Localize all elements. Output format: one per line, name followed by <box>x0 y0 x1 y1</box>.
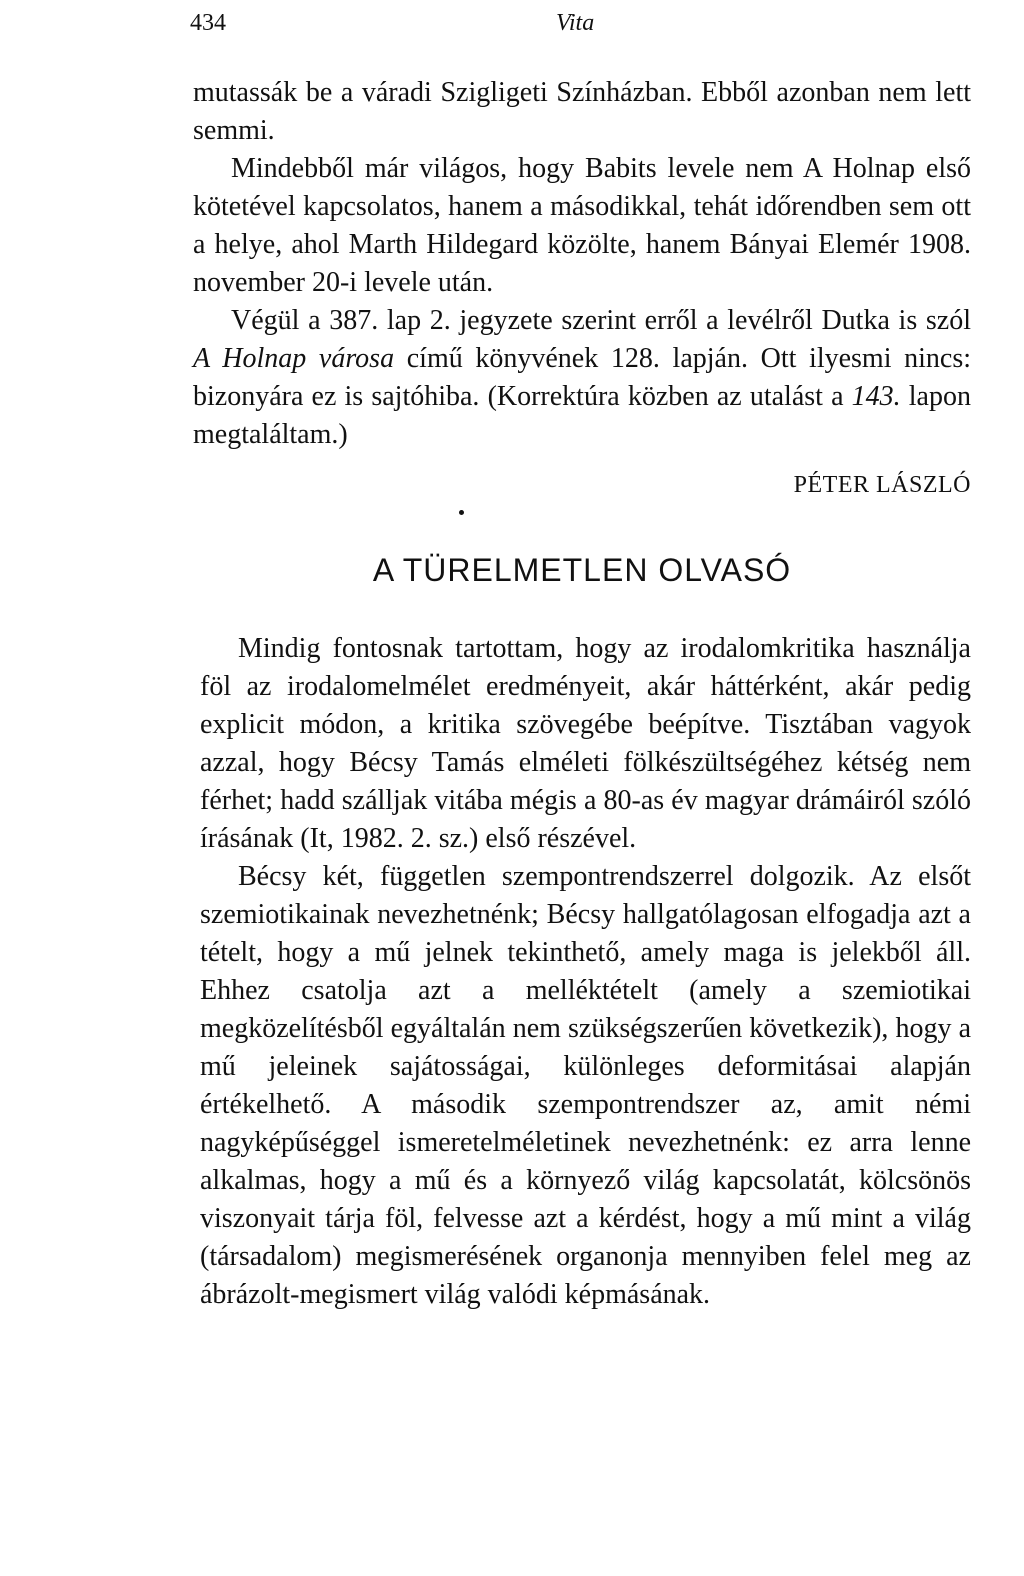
article-title: A TÜRELMETLEN OLVASÓ <box>372 552 792 588</box>
paragraph <box>193 302 971 454</box>
paragraph-text: című könyvének 128. lapján. Ott ilyesmi nincs: bizonyára ez is sajtóhiba. (Korrektúra közben az utalást a <box>193 343 972 412</box>
article-body <box>200 630 971 1314</box>
paragraph: Mindebből már világos, hogy Babits levele nem A Holnap első kötetével kapcsolatos, hanem a másodikkal, tehát időrendben sem ott a helye, ahol Marth Hildegard közölte, hanem Bányai Elemér 1908. november 20-i levele után. <box>193 153 971 298</box>
running-head: Vita <box>556 10 595 36</box>
page-header <box>190 10 970 44</box>
paragraph-text: Végül a 387. lap 2. jegyzete szerint erről a levélről Dutka is szól <box>231 305 971 336</box>
paragraph: Bécsy két, független szempontrendszerrel dolgozik. Az elsőt szemiotikainak nevezhetnénk; Bécsy hallgatólagosan elfogadja azt a tételt, hogy a mű jelnek tekinthető, amely maga is jelekből áll. Ehhez csatolja azt a melléktételt (amely a szemiotikai megközelítésből egyáltalán nem szükségszerűen következik), hogy a mű jeleinek sajátosságai, különleges deformitásai alapján értékelhető. A második szempontrendszer az, amit némi nagyképűséggel ismeretelméletinek nevezhetnénk: ez arra lenne alkalmas, hogy a mű és a környező világ kapcsolatát, kölcsönös viszonyait tárja föl, felvesse azt a kérdést, hogy a mű mint a világ (társadalom) megismerésének organonja mennyiben felel meg az ábrázolt-megismert világ valódi képmásának. <box>200 861 971 1310</box>
previous-article-ending <box>193 74 971 504</box>
section-separator-dot <box>459 510 464 515</box>
page-reference: 143. <box>851 381 901 412</box>
paragraph: mutassák be a váradi Szigligeti Színházban. Ebből azonban nem lett semmi. <box>193 77 971 146</box>
book-title: A Holnap városa <box>193 343 395 374</box>
paragraph-text: lapon megtaláltam.) <box>193 381 971 450</box>
page-number: 434 <box>190 10 226 36</box>
author-signature: PÉTER LÁSZLÓ <box>793 472 971 498</box>
paragraph: Mindig fontosnak tartottam, hogy az irodalomkritika használja föl az irodalomelmélet eredményeit, akár háttérként, akár pedig explicit módon, a kritika szövegébe beépítve. Tisztában vagyok azzal, hogy Bécsy Tamás elméleti fölkészültségéhez kétség nem férhet; hadd szálljak vitába mégis a 80-as év magyar drámáiról szóló írásának (It, 1982. 2. sz.) első részével. <box>200 633 971 854</box>
